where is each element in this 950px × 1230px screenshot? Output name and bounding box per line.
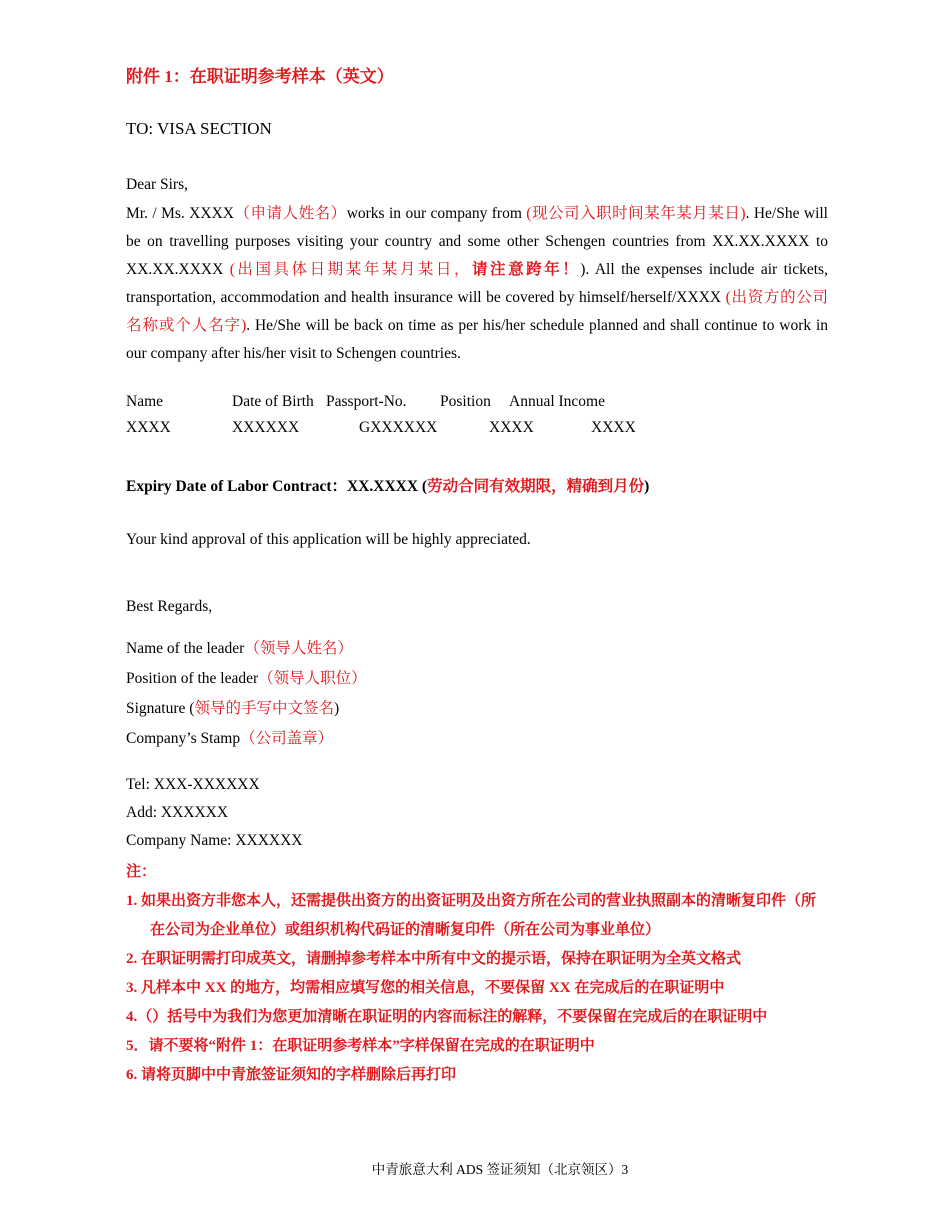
stamp-note: （公司盖章） bbox=[240, 730, 334, 747]
value-dob: XXXXXX bbox=[232, 419, 300, 436]
leader-position-label: Position of the leader bbox=[126, 670, 259, 687]
closing-regards: Best Regards, bbox=[126, 598, 213, 615]
value-income: XXXX bbox=[591, 419, 636, 436]
header-income: Annual Income bbox=[509, 393, 605, 410]
signature-close: ) bbox=[333, 700, 340, 717]
value-position: XXXX bbox=[489, 419, 534, 436]
para-text-3: . He/She will be on travelling purposes visiting your country and some other Schengen countries from XX.XX.XXXX to XX.XX.XXXX bbox=[126, 205, 828, 278]
para-text-2: works in our company from bbox=[346, 205, 527, 222]
note-item-2: 2. 在职证明需打印成英文，请删掉参考样本中所有中文的提示语，保持在职证明为全英文格式 bbox=[126, 951, 742, 967]
notes-section bbox=[126, 858, 886, 1090]
note-item-5: 5．请不要将“附件 1：在职证明参考样本”字样保留在完成的在职证明中 bbox=[126, 1038, 595, 1054]
table-header-row bbox=[126, 393, 826, 419]
note-item-1: 1. 如果出资方非您本人，还需提供出资方的出资证明及出资方所在公司的营业执照副本的清晰复印件（所 bbox=[126, 893, 817, 909]
leader-position-line bbox=[126, 664, 367, 694]
approval-line: Your kind approval of this application will be highly appreciated. bbox=[126, 531, 531, 548]
value-passport: GXXXXXX bbox=[359, 419, 438, 436]
cross-year-warning: 请注意跨年！ bbox=[472, 261, 581, 278]
signature-note: 领导的手写中文签名 bbox=[194, 700, 334, 717]
leader-position-note: （领导人职位） bbox=[258, 670, 367, 687]
expiry-close: ) bbox=[644, 478, 650, 495]
value-name: XXXX bbox=[126, 419, 171, 436]
page-footer: 中青旅意大利 ADS 签证须知（北京领区）3 bbox=[371, 1162, 629, 1177]
note-item-4: 4.（）括号中为我们为您更加清晰在职证明的内容而标注的解释，不要保留在完成后的在职证明中 bbox=[126, 1009, 768, 1025]
signature-label: Signature ( bbox=[126, 700, 195, 717]
leader-name-label: Name of the leader bbox=[126, 640, 245, 657]
recipient-line: TO: VISA SECTION bbox=[126, 119, 272, 138]
contact-block bbox=[126, 771, 303, 855]
tel-line: Tel: XXX-XXXXXX bbox=[126, 776, 260, 793]
signature-line bbox=[126, 694, 367, 724]
leader-block bbox=[126, 634, 367, 754]
address-line: Add: XXXXXX bbox=[126, 804, 229, 821]
header-position: Position bbox=[440, 393, 491, 410]
header-name: Name bbox=[126, 393, 164, 410]
note-item-6: 6. 请将页脚中中青旅签证须知的字样删除后再打印 bbox=[126, 1067, 457, 1083]
table-row bbox=[126, 419, 826, 445]
travel-date-note: (出国具体日期某年某月某日， bbox=[229, 261, 472, 278]
leader-name-line bbox=[126, 634, 367, 664]
attachment-heading: 附件 1：在职证明参考样本（英文） bbox=[126, 67, 394, 86]
expiry-label: Expiry Date of Labor Contract：XX.XXXX ( bbox=[126, 478, 428, 495]
salutation: Dear Sirs, bbox=[126, 176, 188, 193]
para-text-4: ). All the expenses include air tickets, transportation, accommodation and health insurance will be covered by himself/herself/XXXX bbox=[126, 261, 828, 306]
header-passport: Passport-No. bbox=[326, 393, 407, 410]
stamp-label: Company’s Stamp bbox=[126, 730, 241, 747]
note-item-3: 3. 凡样本中 XX 的地方，均需相应填写您的相关信息，不要保留 XX 在完成后的在职证明中 bbox=[126, 980, 725, 996]
notes-title: 注： bbox=[126, 864, 157, 880]
letter-paragraph bbox=[126, 200, 828, 368]
applicant-info-table bbox=[126, 393, 826, 445]
leader-name-note: （领导人姓名） bbox=[244, 640, 353, 657]
para-text-5: . He/She will be back on time as per his/her schedule planned and shall continue to work in our company after his/her visit to Schengen countries. bbox=[126, 317, 828, 362]
entry-date-note: (现公司入职时间某年某月某日) bbox=[526, 205, 746, 222]
sponsor-note: (出资方的公司名称或个人名字) bbox=[126, 289, 828, 334]
contract-expiry bbox=[126, 474, 649, 496]
note-item-1-continued: 在公司为企业单位）或组织机构代码证的清晰复印件（所在公司为事业单位） bbox=[150, 922, 661, 938]
stamp-line bbox=[126, 724, 367, 754]
expiry-note: 劳动合同有效期限，精确到月份 bbox=[427, 478, 645, 495]
para-text-1: Mr. / Ms. XXXX bbox=[126, 205, 234, 222]
company-name-line: Company Name: XXXXXX bbox=[126, 832, 303, 849]
applicant-name-note: （申请人姓名） bbox=[233, 205, 347, 222]
header-dob: Date of Birth bbox=[232, 393, 314, 410]
